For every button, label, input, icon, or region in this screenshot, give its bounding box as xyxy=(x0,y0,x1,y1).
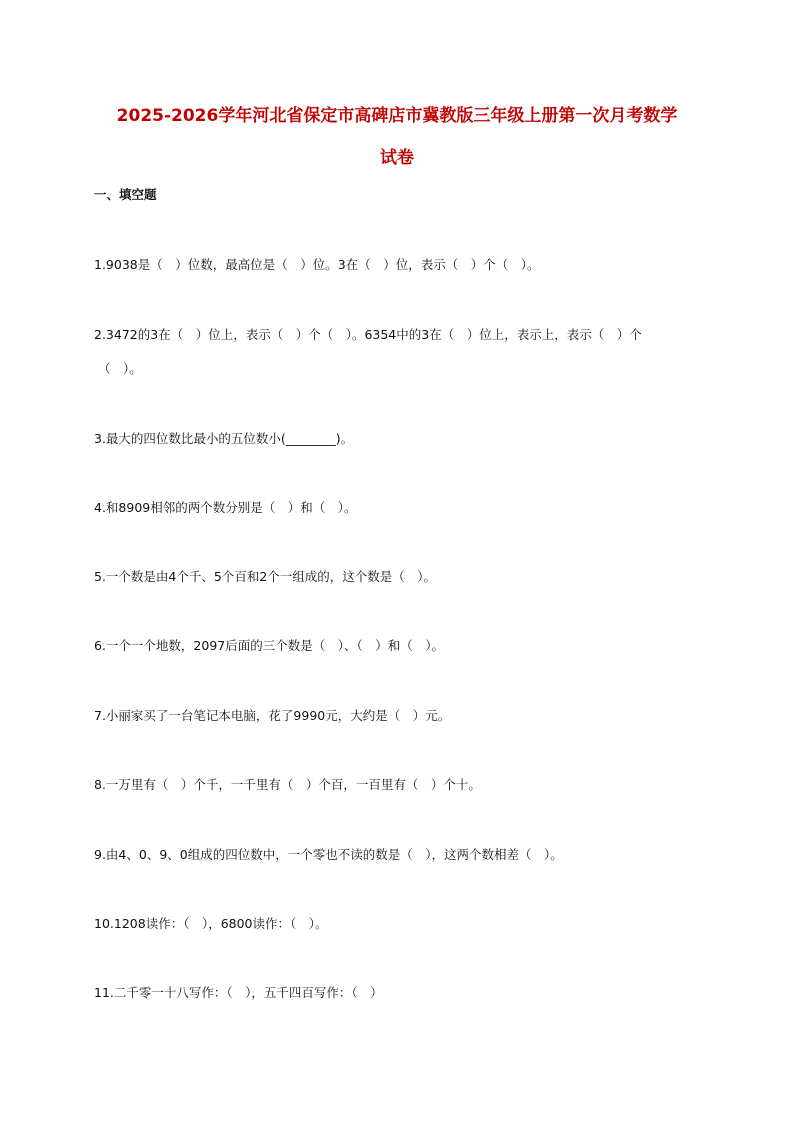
question-6: 6.一个一个地数，2097后面的三个数是（ ）、（ ）和（ ）。 xyxy=(94,638,444,653)
question-9: 9.由4、0、9、0组成的四位数中，一个零也不读的数是（ ），这两个数相差（ ）。 xyxy=(94,847,563,862)
question-2-continuation: （ ）。 xyxy=(98,361,142,376)
question-8: 8.一万里有（ ）个千，一千里有（ ）个百，一百里有（ ）个十。 xyxy=(94,777,481,792)
section-heading: 一、填空题 xyxy=(94,187,157,202)
question-2: 2.3472的3在（ ）位上，表示（ ）个（ ）。6354中的3在（ ）位上，表示上，表示（ ）个 xyxy=(94,327,642,342)
document-title-line-1: 2025-2026学年河北省保定市高碑店市冀教版三年级上册第一次月考数学 xyxy=(116,106,678,126)
question-10: 10.1208读作：（ ），6800读作：（ ）。 xyxy=(94,916,328,931)
question-1: 1.9038是（ ）位数，最高位是（ ）位。3在（ ）位，表示（ ）个（ ）。 xyxy=(94,257,540,272)
question-11: 11.二千零一十八写作：（ ），五千四百写作：（ ） xyxy=(94,985,383,1000)
question-3: 3.最大的四位数比最小的五位数小(________)。 xyxy=(94,431,354,446)
question-7: 7.小丽家买了一台笔记本电脑，花了9990元，大约是（ ）元。 xyxy=(94,708,451,723)
question-4: 4.和8909相邻的两个数分别是（ ）和（ ）。 xyxy=(94,500,357,515)
document-title-line-2: 试卷 xyxy=(380,148,414,168)
question-5: 5.一个数是由4个千、5个百和2个一组成的，这个数是（ ）。 xyxy=(94,569,437,584)
